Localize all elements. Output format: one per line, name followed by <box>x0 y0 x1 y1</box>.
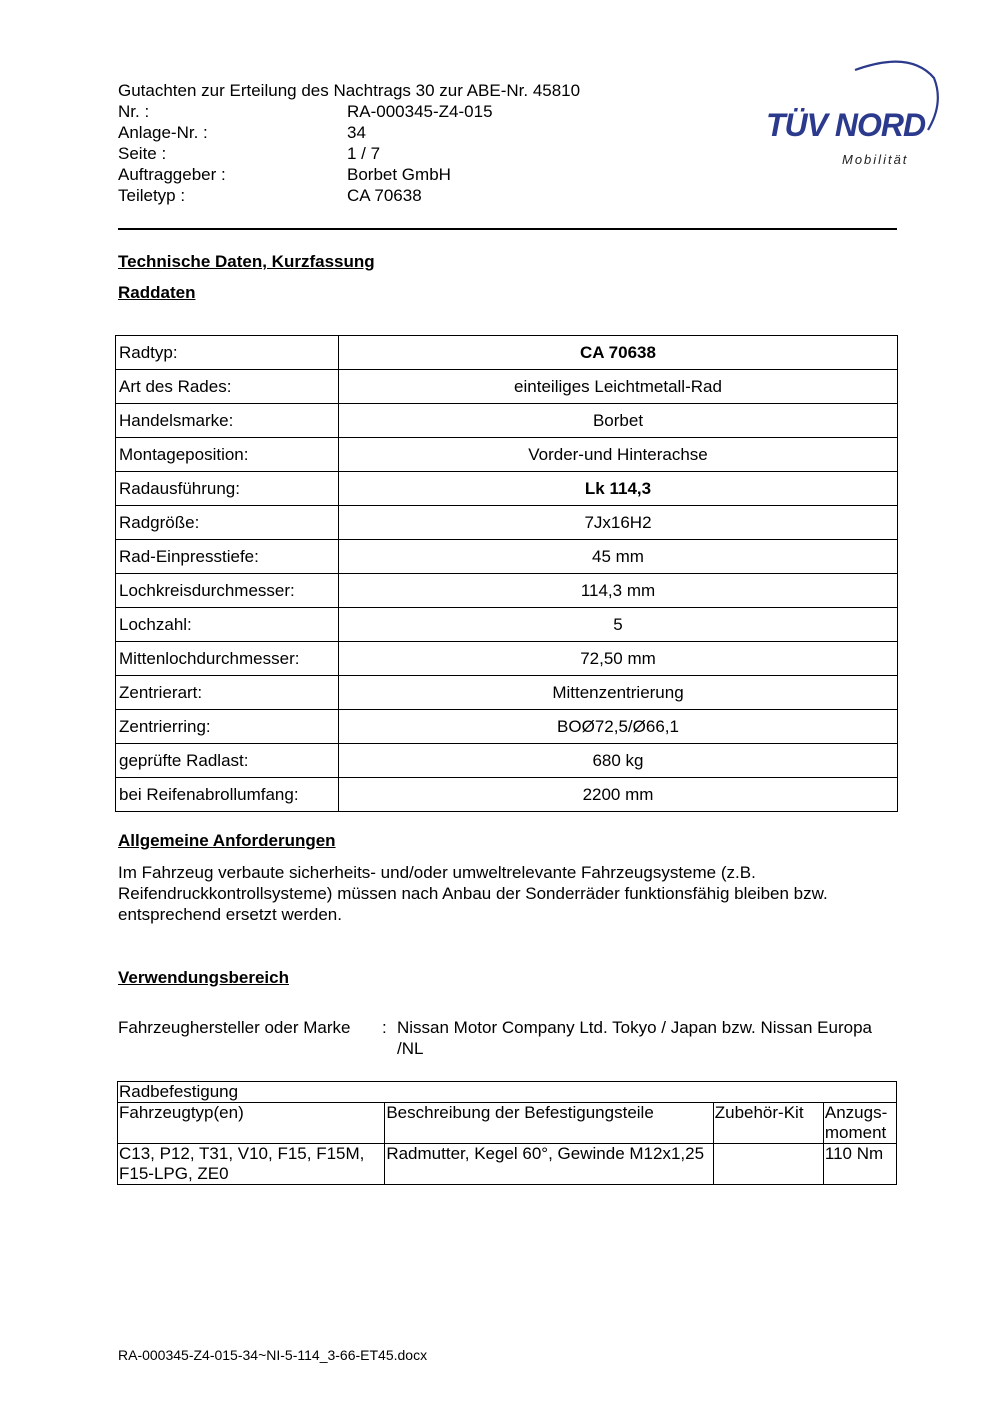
table-row <box>116 472 898 506</box>
document-title-text: Gutachten zur Erteilung des Nachtrags 30 zur ABE-Nr. 45810 <box>118 81 581 100</box>
footer-filename: RA-000345-Z4-015-34~NI-5-114_3-66-ET45.docx <box>118 1347 428 1363</box>
header-key: Auftraggeber : <box>118 165 226 184</box>
tuv-nord-logo <box>760 58 940 170</box>
row-value: 680 kg <box>339 744 898 778</box>
header-key: Seite : <box>118 144 167 163</box>
raddaten-heading: Raddaten <box>118 283 196 302</box>
svg-text:TÜV NORD: TÜV NORD <box>766 107 926 143</box>
row-value: einteiliges Leichtmetall-Rad <box>339 370 898 404</box>
header-key: Nr. : <box>118 102 150 121</box>
row-value: 72,50 mm <box>339 642 898 676</box>
row-value: CA 70638 <box>339 336 898 370</box>
table-title: Radbefestigung <box>118 1082 897 1103</box>
table-row <box>116 642 898 676</box>
allgemeine-text: Im Fahrzeug verbaute sicherheits- und/oder umweltrelevante Fahrzeugsysteme (z.B. Reifendruckkontrollsysteme) müssen nach Anbau der Sonderräder funktionsfähig bleiben bzw. entsprechend ersetzt werden. <box>118 863 828 924</box>
row-label: bei Reifenabrollumfang: <box>116 778 339 812</box>
table-row <box>116 744 898 778</box>
row-label: Art des Rades: <box>116 370 339 404</box>
header-key: Anlage-Nr. : <box>118 123 208 142</box>
table-row <box>118 1144 897 1185</box>
section-title: Technische Daten, Kurzfassung <box>118 252 375 271</box>
row-label: Mittenlochdurchmesser: <box>116 642 339 676</box>
row-label: Radgröße: <box>116 506 339 540</box>
header-value: 34 <box>347 123 366 142</box>
header-value: CA 70638 <box>347 186 422 205</box>
cell-desc: Radmutter, Kegel 60°, Gewinde M12x1,25 <box>385 1144 713 1185</box>
row-label: Montageposition: <box>116 438 339 472</box>
row-value: 2200 mm <box>339 778 898 812</box>
column-header: Anzugs-moment <box>823 1103 896 1144</box>
header-value: RA-000345-Z4-015 <box>347 102 493 121</box>
table-row <box>116 336 898 370</box>
table-title-row <box>118 1082 897 1103</box>
row-label: Radausführung: <box>116 472 339 506</box>
row-label: Rad-Einpresstiefe: <box>116 540 339 574</box>
cell-kit <box>713 1144 823 1185</box>
row-value: 7Jx16H2 <box>339 506 898 540</box>
row-value: Mittenzentrierung <box>339 676 898 710</box>
row-value: 45 mm <box>339 540 898 574</box>
cell-torque: 110 Nm <box>823 1144 896 1185</box>
maker-label: Fahrzeughersteller oder Marke <box>118 1018 351 1037</box>
column-header: Fahrzeugtyp(en) <box>118 1103 385 1144</box>
row-label: Handelsmarke: <box>116 404 339 438</box>
table-row <box>116 506 898 540</box>
cell-types: C13, P12, T31, V10, F15, F15M, F15-LPG, ZE0 <box>118 1144 385 1185</box>
table-row <box>116 438 898 472</box>
table-header-row <box>118 1103 897 1144</box>
table-row <box>116 404 898 438</box>
table-row <box>116 370 898 404</box>
row-label: Zentrierring: <box>116 710 339 744</box>
column-header: Zubehör-Kit <box>713 1103 823 1144</box>
allgemeine-heading: Allgemeine Anforderungen <box>118 831 336 850</box>
raddaten-table <box>115 335 898 812</box>
header-value: 1 / 7 <box>347 144 381 163</box>
radbefestigung-table <box>117 1081 897 1185</box>
row-label: Radtyp: <box>116 336 339 370</box>
table-row <box>116 540 898 574</box>
column-header: Beschreibung der Befestigungsteile <box>385 1103 713 1144</box>
table-row <box>116 778 898 812</box>
row-value: Borbet <box>339 404 898 438</box>
row-label: geprüfte Radlast: <box>116 744 339 778</box>
row-label: Lochzahl: <box>116 608 339 642</box>
document-title <box>118 80 580 101</box>
row-label: Lochkreisdurchmesser: <box>116 574 339 608</box>
verwendung-heading: Verwendungsbereich <box>118 968 289 987</box>
row-value: Vorder-und Hinterachse <box>339 438 898 472</box>
header-key: Teiletyp : <box>118 186 186 205</box>
maker-value: Nissan Motor Company Ltd. Tokyo / Japan bzw. Nissan Europa /NL <box>397 1018 872 1058</box>
row-value: 5 <box>339 608 898 642</box>
table-row <box>116 676 898 710</box>
row-value: 114,3 mm <box>339 574 898 608</box>
header-value: Borbet GmbH <box>347 165 451 184</box>
logo-subtitle: Mobilität <box>842 152 909 167</box>
row-label: Zentrierart: <box>116 676 339 710</box>
header-divider <box>118 228 897 230</box>
table-row <box>116 710 898 744</box>
table-row <box>116 608 898 642</box>
row-value: BOØ72,5/Ø66,1 <box>339 710 898 744</box>
row-value: Lk 114,3 <box>339 472 898 506</box>
table-row <box>116 574 898 608</box>
maker-colon: : <box>382 1018 387 1037</box>
